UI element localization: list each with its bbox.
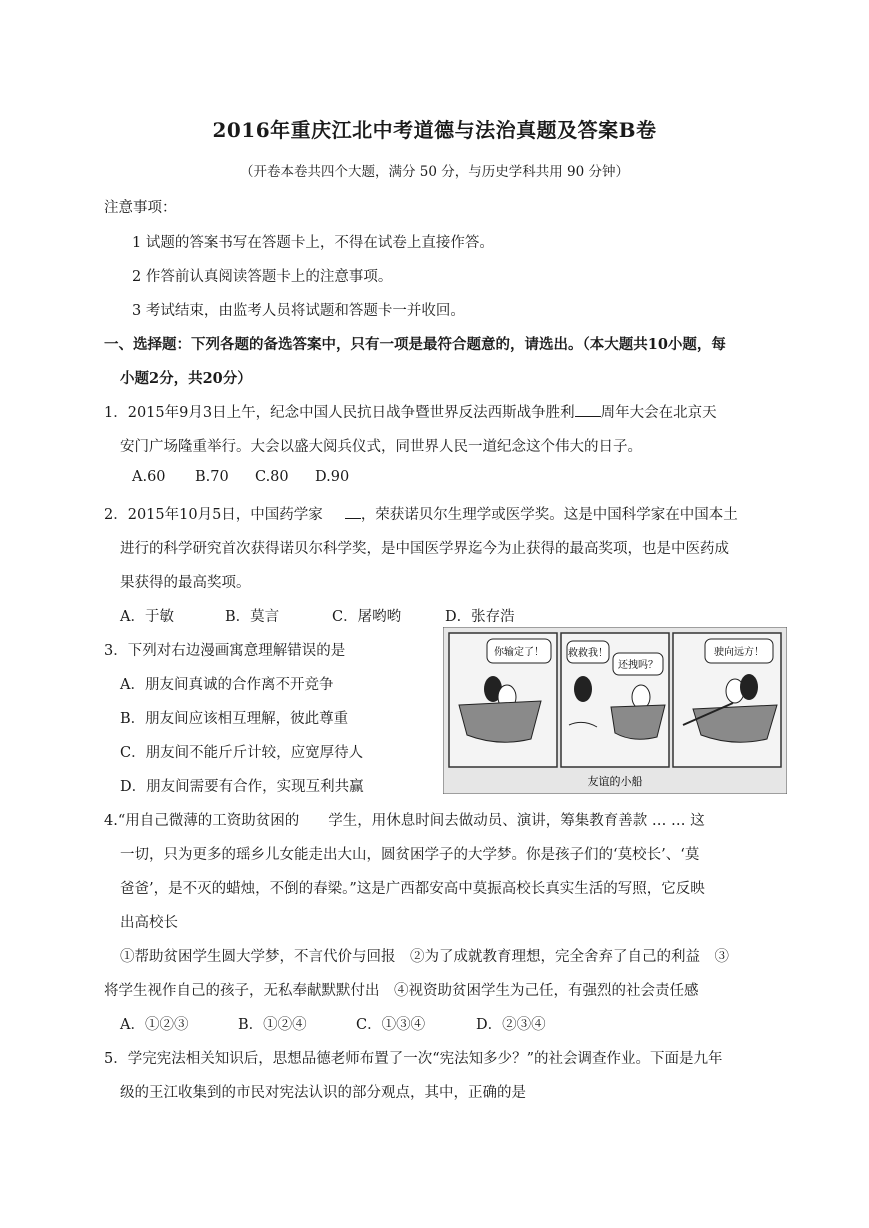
option-b: B.70 bbox=[195, 469, 229, 485]
answer-blank bbox=[345, 506, 361, 519]
option-a: A．于敏 bbox=[120, 609, 174, 625]
option-d: D．②③④ bbox=[476, 1017, 546, 1033]
option-b: B．①②④ bbox=[238, 1017, 307, 1033]
option-c: C.80 bbox=[255, 469, 289, 485]
question-4-line: 4.“用自己微薄的工资助贫困的 学生，用休息时间去做动员、演讲，筹集教育善款 … … 这 bbox=[104, 813, 705, 829]
question-2-line bbox=[104, 503, 738, 524]
section-heading-cont: 小题2分，共20分） bbox=[120, 370, 252, 387]
option-a: A.60 bbox=[132, 469, 166, 485]
question-1-line bbox=[104, 401, 717, 422]
question-5-line: 级的王江收集到的市民对宪法认识的部分观点，其中，正确的是 bbox=[120, 1085, 526, 1101]
question-1-stem-cont: 周年大会在北京天 bbox=[600, 405, 717, 421]
cartoon-caption: 友谊的小船 bbox=[587, 775, 643, 788]
answer-blank bbox=[575, 404, 601, 417]
option-d: D.90 bbox=[315, 469, 350, 485]
question-1-line: 安门广场隆重举行。大会以盛大阅兵仪式，同世界人民一道纪念这个伟大的日子。 bbox=[120, 439, 642, 455]
question-2-line: 进行的科学研究首次获得诺贝尔科学奖，是中国医学界迄今为止获得的最高奖项，也是中医药成 bbox=[120, 541, 729, 557]
option-a: A．朋友间真诚的合作离不开竞争 bbox=[120, 677, 334, 693]
question-4-choices: ①帮助贫困学生圆大学梦，不言代价与回报 ②为了成就教育理想，完全舍弃了自己的利益 ③ bbox=[120, 949, 729, 965]
option-c: C．朋友间不能斤斤计较，应宽厚待人 bbox=[120, 745, 364, 761]
option-c: C．屠哟哟 bbox=[332, 609, 402, 625]
notice-item: 1 试题的答案书写在答题卡上，不得在试卷上直接作答。 bbox=[132, 235, 494, 251]
question-5-line: 5．学完宪法相关知识后，思想品德老师布置了一次“宪法知多少？”的社会调查作业。下面是九年 bbox=[104, 1051, 723, 1067]
option-d: D．张存浩 bbox=[445, 609, 515, 625]
page-subtitle: （开卷本卷共四个大题，满分 50 分，与历史学科共用 90 分钟） bbox=[239, 164, 630, 180]
option-c: C．①③④ bbox=[356, 1017, 426, 1033]
question-2-stem: 2．2015年10月5日，中国药学家 bbox=[104, 507, 323, 523]
question-2-stem-cont: ，荣获诺贝尔生理学或医学奖。这是中国科学家在中国本土 bbox=[360, 507, 738, 523]
question-1-stem: 1．2015年9月3日上午，纪念中国人民抗日战争暨世界反法西斯战争胜利 bbox=[104, 405, 575, 421]
speech-bubble: 救救我！ bbox=[568, 648, 608, 659]
question-4-line: 出高校长 bbox=[120, 915, 178, 931]
question-1-options bbox=[132, 469, 349, 485]
notice-item: 3 考试结束，由监考人员将试题和答题卡一并收回。 bbox=[132, 303, 465, 319]
question-3-stem: 3．下列对右边漫画寓意理解错误的是 bbox=[104, 643, 346, 659]
question-2-options bbox=[120, 605, 515, 626]
question-4-line: 爸爸’，是不灭的蜡烛，不倒的春梁。”这是广西都安高中莫振高校长真实生活的写照，它反映 bbox=[120, 881, 705, 897]
option-b: B．莫言 bbox=[225, 609, 280, 625]
option-a: A．①②③ bbox=[120, 1017, 189, 1033]
friendship-boat-cartoon bbox=[443, 627, 787, 794]
speech-bubble: 你输定了！ bbox=[494, 647, 544, 658]
option-b: B．朋友间应该相互理解，彼此尊重 bbox=[120, 711, 349, 727]
question-4-options bbox=[120, 1013, 546, 1034]
option-d: D．朋友间需要有合作，实现互利共赢 bbox=[120, 779, 364, 795]
section-heading: 一、选择题：下列各题的备选答案中，只有一项是最符合题意的，请选出。（本大题共10小题，每 bbox=[104, 336, 726, 353]
question-2-line: 果获得的最高奖项。 bbox=[120, 575, 251, 591]
question-4-line: 一切，只为更多的瑶乡儿女能走出大山，圆贫困学子的大学梦。你是孩子们的‘莫校长’、‘莫 bbox=[120, 847, 700, 863]
speech-bubble: 还拽吗？ bbox=[618, 660, 658, 671]
notice-heading: 注意事项： bbox=[104, 200, 177, 216]
question-4-choices: 将学生视作自己的孩子，无私奉献默默付出 ④视资助贫困学生为己任，有强烈的社会责任感 bbox=[104, 983, 699, 999]
notice-item: 2 作答前认真阅读答题卡上的注意事项。 bbox=[132, 269, 393, 285]
speech-bubble: 驶向远方！ bbox=[714, 647, 764, 658]
page-title: 2016年重庆江北中考道德与法治真题及答案B卷 bbox=[212, 118, 657, 142]
